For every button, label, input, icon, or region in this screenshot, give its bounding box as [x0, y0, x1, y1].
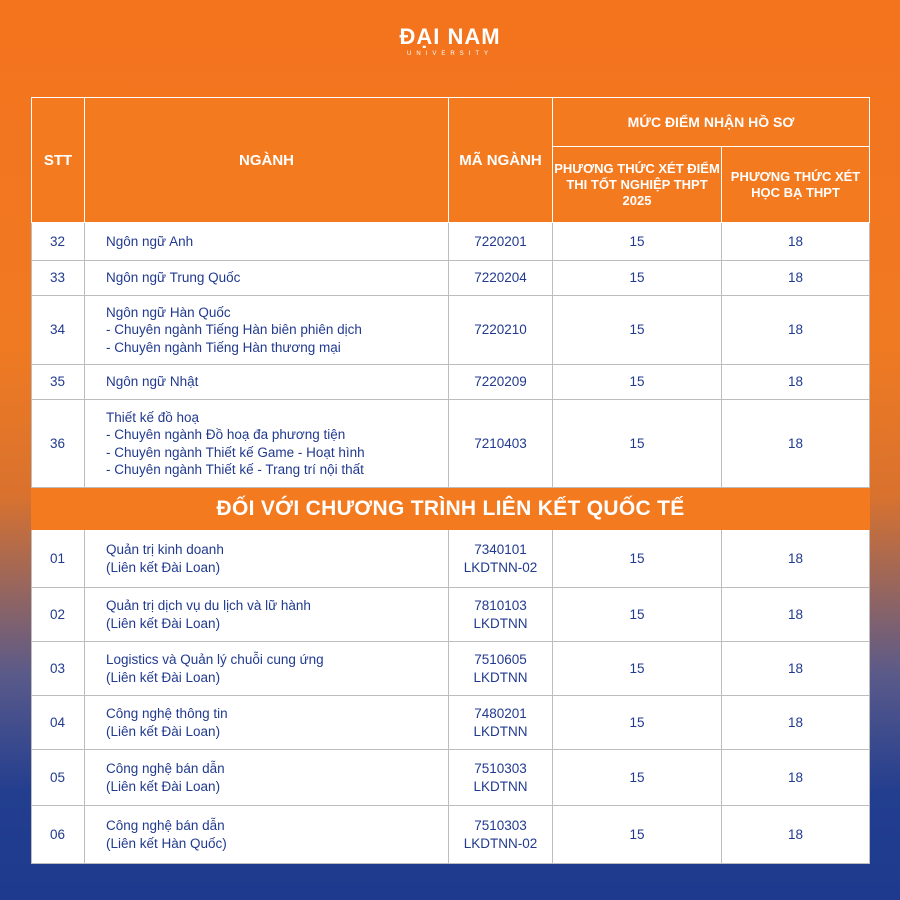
major-specialization: - Chuyên ngành Tiếng Hàn thương mại: [106, 339, 341, 355]
score-hocba: 18: [722, 750, 870, 806]
major-cell: [85, 588, 449, 642]
major-cell: [85, 806, 449, 864]
major-cell: [85, 400, 449, 488]
score-hocba: 18: [722, 296, 870, 365]
major-partner: (Liên kết Đài Loan): [106, 615, 221, 631]
score-hocba: 18: [722, 400, 870, 488]
table-row: [32, 642, 870, 696]
major-name: Công nghệ bán dẫn: [106, 761, 225, 776]
major-code-suffix: LKDTNN-02: [463, 559, 538, 575]
header-stt: STT: [32, 98, 85, 223]
admission-score-table: [31, 97, 870, 864]
major-code: 7510605: [474, 652, 527, 667]
major-code-suffix: LKDTNN: [473, 723, 528, 739]
major-cell: [85, 365, 449, 400]
score-thpt: 15: [553, 530, 722, 588]
major-name: Quản trị dịch vụ du lịch và lữ hành: [106, 598, 311, 613]
section-title: ĐỐI VỚI CHƯƠNG TRÌNH LIÊN KẾT QUỐC TẾ: [32, 488, 870, 530]
major-code: 7210403: [474, 435, 527, 451]
major-name: Quản trị kinh doanh: [106, 542, 224, 557]
major-partner: (Liên kết Đài Loan): [106, 559, 221, 575]
score-thpt: 15: [553, 223, 722, 261]
major-specialization: - Chuyên ngành Thiết kế - Trang trí nội thất: [106, 462, 364, 477]
header-ma-nganh: MÃ NGÀNH: [449, 98, 553, 223]
major-cell: [85, 530, 449, 588]
major-code-suffix: LKDTNN-02: [463, 835, 538, 851]
major-code: 7220201: [474, 233, 527, 249]
score-thpt: 15: [553, 261, 722, 296]
score-hocba: 18: [722, 696, 870, 750]
stt-cell: 02: [32, 588, 85, 642]
stt-cell: 06: [32, 806, 85, 864]
table-row: [32, 588, 870, 642]
major-specialization: - Chuyên ngành Tiếng Hàn biên phiên dịch: [106, 322, 362, 338]
major-code: 7220204: [474, 270, 527, 286]
major-name: Công nghệ bán dẫn: [106, 818, 225, 833]
score-thpt: 15: [553, 588, 722, 642]
major-name: Ngôn ngữ Anh: [106, 233, 194, 249]
code-cell: [449, 530, 553, 588]
major-name: Ngôn ngữ Trung Quốc: [106, 270, 241, 286]
table-row: [32, 223, 870, 261]
code-cell: [449, 223, 553, 261]
major-cell: [85, 696, 449, 750]
section-header-row: [32, 488, 870, 530]
code-cell: [449, 806, 553, 864]
code-cell: [449, 642, 553, 696]
score-thpt: 15: [553, 365, 722, 400]
header-muc-diem: MỨC ĐIỂM NHẬN HỒ SƠ: [553, 98, 870, 147]
score-thpt: 15: [553, 400, 722, 488]
stt-cell: 03: [32, 642, 85, 696]
major-partner: (Liên kết Đài Loan): [106, 669, 221, 685]
header-pt-thpt: PHƯƠNG THỨC XÉT ĐIỂM THI TỐT NGHIỆP THPT 2025: [553, 147, 722, 223]
score-hocba: 18: [722, 223, 870, 261]
table-row: [32, 261, 870, 296]
code-cell: [449, 400, 553, 488]
table-row: [32, 365, 870, 400]
stt-cell: 01: [32, 530, 85, 588]
major-code: 7220210: [474, 322, 527, 338]
major-cell: [85, 261, 449, 296]
major-code: 7220209: [474, 374, 527, 390]
score-hocba: 18: [722, 588, 870, 642]
major-code-suffix: LKDTNN: [473, 615, 528, 631]
score-hocba: 18: [722, 365, 870, 400]
major-name: Logistics và Quản lý chuỗi cung ứng: [106, 652, 324, 667]
stt-cell: 33: [32, 261, 85, 296]
major-partner: (Liên kết Đài Loan): [106, 723, 221, 739]
header-nganh: NGÀNH: [85, 98, 449, 223]
major-code: 7510303: [474, 761, 527, 776]
code-cell: [449, 261, 553, 296]
score-hocba: 18: [722, 806, 870, 864]
score-thpt: 15: [553, 296, 722, 365]
code-cell: [449, 296, 553, 365]
stt-cell: 32: [32, 223, 85, 261]
score-hocba: 18: [722, 642, 870, 696]
major-specialization: - Chuyên ngành Thiết kế Game - Hoạt hình: [106, 444, 365, 460]
major-code-suffix: LKDTNN: [473, 778, 528, 794]
major-name: Ngôn ngữ Hàn Quốc: [106, 304, 231, 320]
major-name: Công nghệ thông tin: [106, 706, 228, 721]
major-cell: [85, 223, 449, 261]
major-partner: (Liên kết Hàn Quốc): [106, 835, 227, 851]
major-code-suffix: LKDTNN: [473, 669, 528, 685]
code-cell: [449, 696, 553, 750]
code-cell: [449, 365, 553, 400]
score-hocba: 18: [722, 530, 870, 588]
score-thpt: 15: [553, 642, 722, 696]
score-thpt: 15: [553, 696, 722, 750]
major-code: 7810103: [474, 598, 527, 613]
table-row: [32, 400, 870, 488]
stt-cell: 05: [32, 750, 85, 806]
university-logo: [0, 26, 900, 59]
code-cell: [449, 588, 553, 642]
major-code: 7480201: [474, 706, 527, 721]
score-thpt: 15: [553, 750, 722, 806]
major-specialization: - Chuyên ngành Đồ hoạ đa phương tiện: [106, 427, 346, 442]
table-row: [32, 806, 870, 864]
stt-cell: 35: [32, 365, 85, 400]
major-partner: (Liên kết Đài Loan): [106, 778, 221, 794]
major-cell: [85, 296, 449, 365]
table-row: [32, 750, 870, 806]
stt-cell: 34: [32, 296, 85, 365]
table-row: [32, 696, 870, 750]
table-row: [32, 530, 870, 588]
major-code: 7510303: [474, 818, 527, 833]
major-code: 7340101: [474, 542, 527, 557]
major-name: Ngôn ngữ Nhật: [106, 374, 199, 390]
major-cell: [85, 642, 449, 696]
major-cell: [85, 750, 449, 806]
score-hocba: 18: [722, 261, 870, 296]
stt-cell: 36: [32, 400, 85, 488]
stt-cell: 04: [32, 696, 85, 750]
major-name: Thiết kế đồ hoạ: [106, 409, 200, 425]
logo-name: ĐẠI NAM: [399, 24, 501, 49]
score-thpt: 15: [553, 806, 722, 864]
logo-subtitle: UNIVERSITY: [406, 51, 493, 57]
table-row: [32, 296, 870, 365]
code-cell: [449, 750, 553, 806]
header-pt-hocba: PHƯƠNG THỨC XÉT HỌC BẠ THPT: [722, 147, 870, 223]
